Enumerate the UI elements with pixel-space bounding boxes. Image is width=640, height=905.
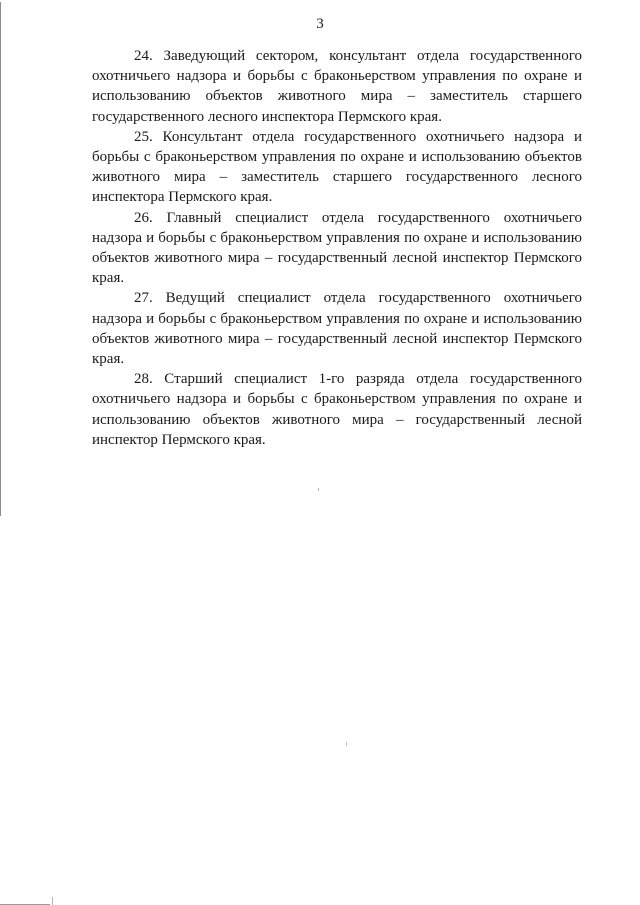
scan-speck [52,897,53,905]
scan-speck [346,742,347,746]
page-number: 3 [316,16,324,32]
paragraph-25: 25. Консультант отдела государственного охотничьего надзора и борьбы с браконьерством управления по охране и использованию объектов животного мира – заместитель старшего государственного лесного инспектора Пермского края. [92,128,582,206]
document-body [92,46,582,450]
paragraph-26: 26. Главный специалист отдела государственного охотничьего надзора и борьбы с браконьерством управления по охране и использованию объектов животного мира – государственный лесной инспектор Пермского края. [92,209,582,287]
paragraph-28: 28. Старший специалист 1-го разряда отдела государственного охотничьего надзора и борьбы с браконьерством управления по охране и использованию объектов животного мира – государственный лесной инспектор Пермского края. [92,371,582,448]
scan-speck [318,488,319,491]
paragraph-27: 27. Ведущий специалист отдела государственного охотничьего надзора и борьбы с браконьерством управления по охране и использованию объектов животного мира – государственный лесной инспектор Пермского края. [92,290,582,368]
paragraph-24: 24. Заведующий сектором, консультант отдела государственного охотничьего надзора и борьбы с браконьерством управления по охране и использованию объектов животного мира – заместитель старшего государственного лесного инспектора Пермского края. [92,48,582,125]
scan-edge-line [0,2,1,516]
